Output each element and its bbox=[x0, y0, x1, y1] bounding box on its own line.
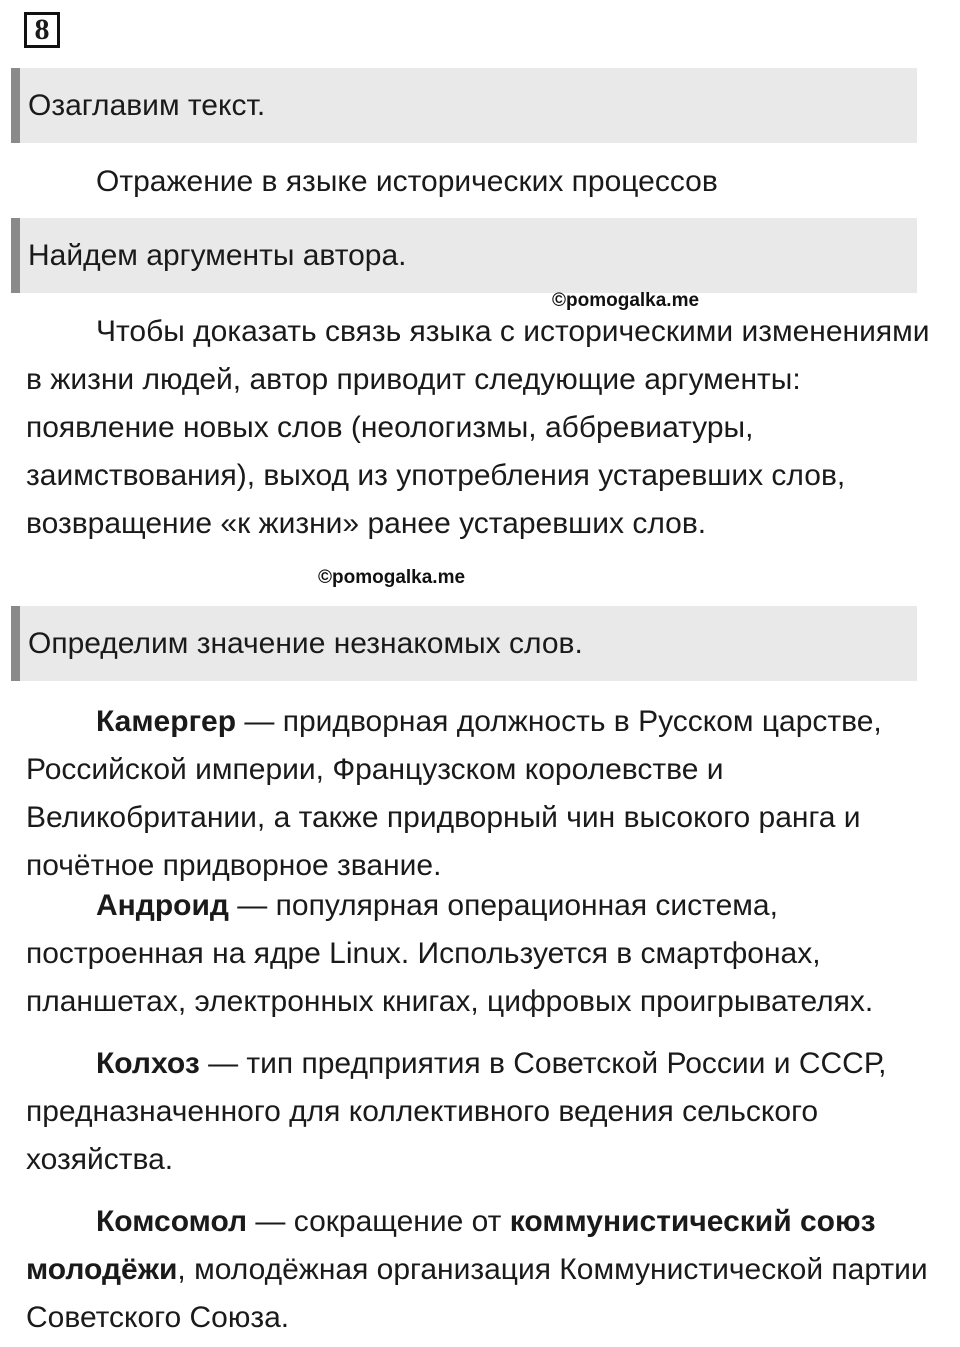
watermark: ©pomogalka.me bbox=[318, 567, 466, 588]
text-title: Отражение в языке исторических процессов bbox=[96, 165, 718, 198]
definition-text-after: , молодёжная организация Коммунистической партии Советского Союза. bbox=[26, 1253, 928, 1334]
section-heading-arguments: Найдем аргументы автора. bbox=[11, 218, 917, 293]
definition-text: — тип предприятия в Советской России и СССР, предназначенного для коллективного ведения сельского хозяйства. bbox=[26, 1047, 887, 1176]
definition-term: Колхоз bbox=[96, 1047, 200, 1080]
definition-kamerger bbox=[26, 698, 948, 890]
definition-text: — сокращение от bbox=[247, 1205, 510, 1238]
definition-emphasis: коммунистический союз молодёжи bbox=[26, 1205, 876, 1286]
definition-term: Камергер bbox=[96, 705, 237, 738]
watermark: ©pomogalka.me bbox=[552, 290, 700, 311]
section-heading-definitions: Определим значение незнакомых слов. bbox=[11, 606, 917, 681]
definition-term: Андроид bbox=[96, 889, 229, 922]
definition-text: — придворная должность в Русском царстве, Российской империи, Французском королевстве и Великобритании, а также придворный чин высокого ранга и почётное придворное звание. bbox=[26, 705, 882, 882]
definition-android bbox=[26, 882, 948, 1026]
task-number: 8 bbox=[24, 12, 60, 48]
definition-term: Комсомол bbox=[96, 1205, 248, 1238]
definition-komsomol bbox=[26, 1198, 948, 1342]
definition-text: — популярная операционная система, построенная на ядре Linux. Используется в смартфонах, планшетах, электронных книгах, цифровых проигрывателях. bbox=[26, 889, 874, 1018]
section-heading-title: Озаглавим текст. bbox=[11, 68, 917, 143]
definition-kolkhoz bbox=[26, 1040, 948, 1184]
arguments-paragraph: Чтобы доказать связь языка с историческими изменениями в жизни людей, автор приводит следующие аргументы: появление новых слов (неологизмы, аббревиатуры, заимствования), выход из употребления устаревших слов, возвращение «к жизни» ранее устаревших слов. bbox=[26, 315, 930, 540]
